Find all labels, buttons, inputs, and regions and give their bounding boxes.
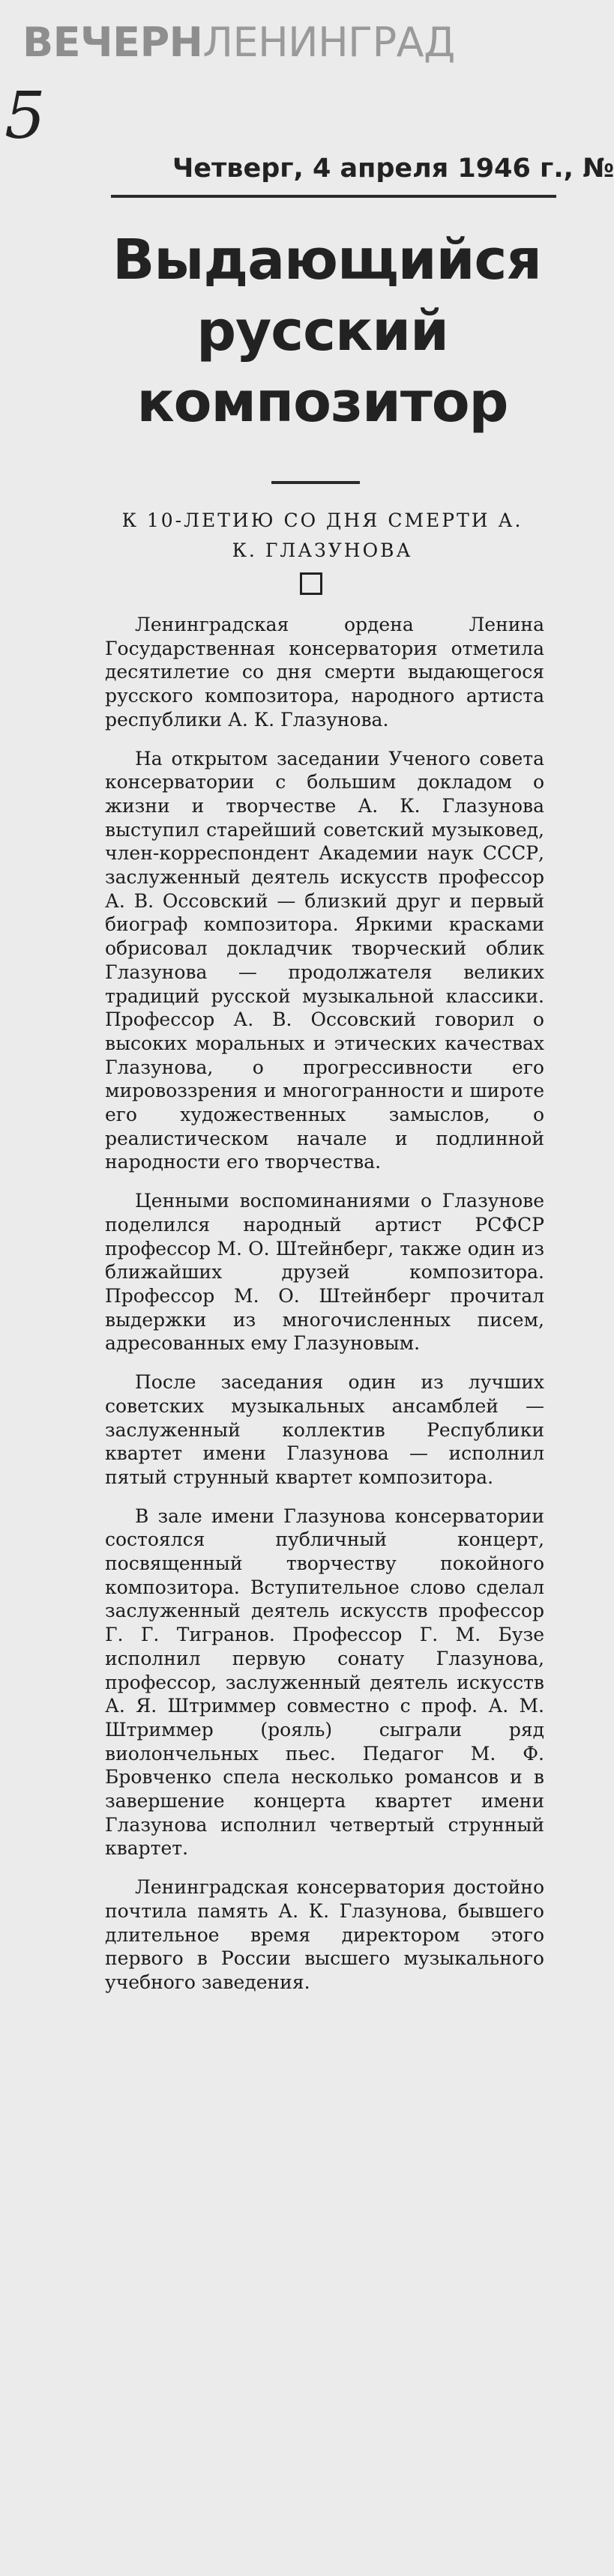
article-subtitle: К 10-ЛЕТИЮ СО ДНЯ СМЕРТИ А. К. ГЛАЗУНОВА xyxy=(121,510,523,561)
section-marker-square xyxy=(300,572,322,595)
newspaper-masthead xyxy=(22,19,455,66)
article-body xyxy=(105,613,544,2010)
article-paragraph: В зале имени Глазунова консерватории состоялся публичный концерт, посвященный творчеству покойного композитора. Вступительное слово сделал заслуженный деятель искусств профессор Г. Г. Тигранов. Профессор Г. М. Бузе исполнил первую сонату Глазунова, профессор, заслуженный деятель искусств А. Я. Штриммер совместно с проф. А. М. Штриммер (рояль) сыграли ряд виолончельных пьес. Педагог М. Ф. Бровченко спела несколько романсов и в завершение концерта квартет имени Глазунова исполнил четвертый струнный квартет. xyxy=(105,1505,544,1860)
article-paragraph: На открытом заседании Ученого совета консерватории с большим докладом о жизни и творчестве А. К. Глазунова выступил старейший советский музыковед, член-корреспондент Академии наук СССР, заслуженный деятель искусств профессор А. В. Оссовский — близкий друг и первый биограф композитора. Яркими красками обрисовал докладчик творческий облик Глазунова — продолжателя великих традиций русской музыкальной классики. Профессор А. В. Оссовский говорил о высоких моральных и этических качествах Глазунова, о прогрессивности его мировоззрения и многогранности и широте его художественных замыслов, о реалистическом начале и подлинной народности его творчества. xyxy=(105,747,544,1173)
issue-dateline: Четверг, 4 апреля 1946 г., № xyxy=(172,154,614,184)
masthead-part-2: ЛЕНИНГРАД xyxy=(202,19,455,66)
article-paragraph: Ленинградская ордена Ленина Государственная консерватория отметила десятилетие со дня смерти выдающегося русского композитора, народного артиста республики А. К. Глазунова. xyxy=(105,614,544,731)
header-rule xyxy=(111,195,556,198)
title-divider xyxy=(271,481,360,484)
masthead-part-1: ВЕЧЕРН xyxy=(22,19,203,66)
handwritten-page-number: 5 xyxy=(4,79,46,154)
article-paragraph: После заседания один из лучших советских музыкальных ансамблей — заслуженный коллектив Республики квартет имени Глазунова — исполнил пятый струнный квартет композитора. xyxy=(105,1371,544,1488)
article-paragraph: Ценными воспоминаниями о Глазунове поделился народный артист РСФСР профессор М. О. Штейнберг, также один из ближайших друзей композитора. Профессор М. О. Штейнберг прочитал выдержки из многочисленных писем, адресованных ему Глазуновым. xyxy=(105,1190,544,1355)
article-title: Выдающийся русский композитор xyxy=(112,228,541,435)
article-paragraph: Ленинградская консерватория достойно почтила память А. К. Глазунова, бывшего длительное время директором этого первого в России высшего музыкального учебного заведения. xyxy=(105,1876,544,1993)
